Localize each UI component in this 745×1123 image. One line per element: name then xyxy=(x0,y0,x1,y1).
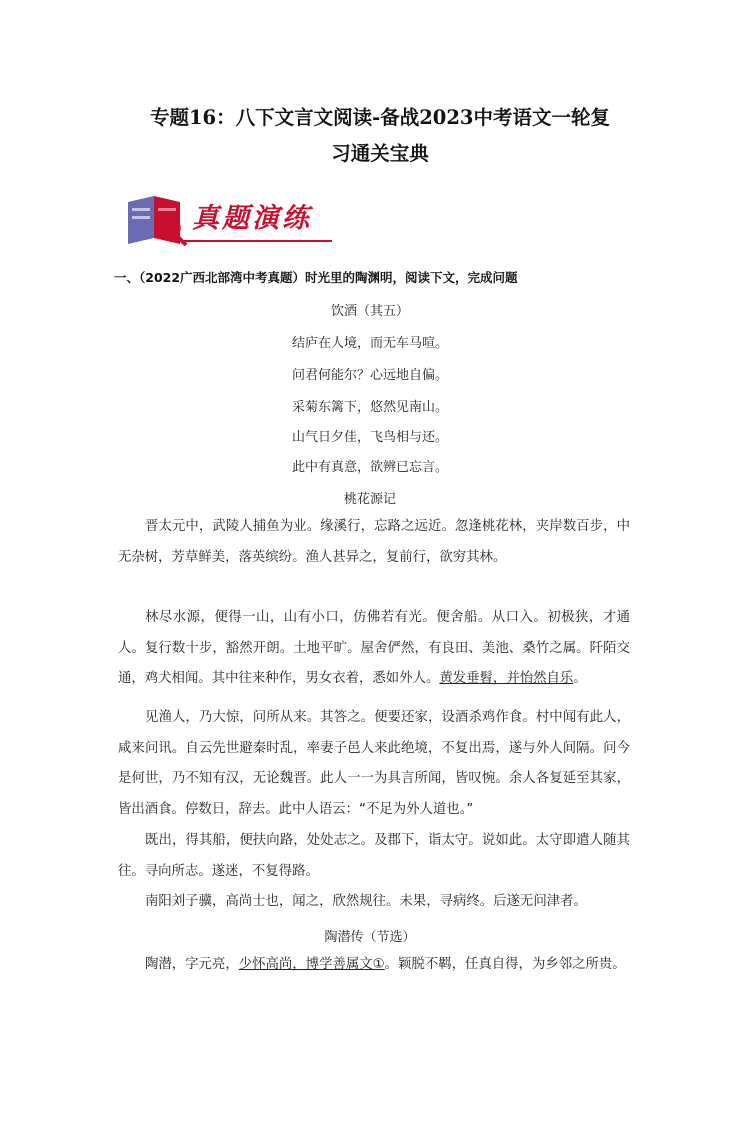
taohua-paragraph-2 xyxy=(118,603,630,695)
taohua-title: 桃花源记 xyxy=(343,492,396,507)
poem-title: 饮酒（其五） xyxy=(330,304,409,319)
paragraph-text: 林尽水源，便得一山，山有小口，仿佛若有光。便舍船。从口入。初极狭，才通人。复行数十步，豁然开朗。土地平旷。屋舍俨然，有良田、美池、桑竹之属。阡陌交通，鸡犬相闻。其中往来种作，男女衣着，悉如外人。 xyxy=(118,610,630,686)
poem-line: 问君何能尔？心远地自偏。 xyxy=(291,368,448,383)
tao-qian-title: 陶潜传（节选） xyxy=(324,930,416,945)
paragraph-text: 。颖脱不羁，任真自得，为乡邻之所贵。 xyxy=(384,957,626,972)
page-title xyxy=(100,100,660,172)
banner-underline xyxy=(184,240,332,242)
title-line-1: 专题16：八下文言文阅读-备战2023中考语文一轮复 xyxy=(149,106,610,129)
taohua-paragraph-3: 见渔人，乃大惊，问所从来。其答之。便要还家，设酒杀鸡作食。村中闻有此人，咸来问讯。自云先世避秦时乱，率妻子邑人来此绝境，不复出焉，遂与外人间隔。问今是何世，乃不知有汉，无论魏晋。此人一一为具言所闻，皆叹惋。余人各复延至其家，皆出酒食。停数日，辞去。此中人语云：“不足为外人道也。” xyxy=(118,710,630,817)
taohua-paragraph-5: 南阳刘子骥，高尚士也，闻之，欣然规往。未果，寻病终。后遂无问津者。 xyxy=(145,894,587,909)
poem-line: 结庐在人境，而无车马喧。 xyxy=(291,336,448,351)
banner-title: 真题演练 xyxy=(192,203,312,234)
title-line-2: 习通关宝典 xyxy=(331,142,429,165)
poem-line: 山气日夕佳，飞鸟相与还。 xyxy=(291,430,448,445)
paragraph-text: 陶潜，字元亮， xyxy=(145,957,239,972)
question-heading: 一、（2022广西北部湾中考真题）时光里的陶渊明，阅读下文，完成问题 xyxy=(114,270,518,285)
paragraph-text: 。 xyxy=(573,671,587,686)
book-magnifier-icon xyxy=(124,192,192,248)
taohua-paragraph-1: 晋太元中，武陵人捕鱼为业。缘溪行，忘路之远近。忽逢桃花林，夹岸数百步，中无杂树，芳草鲜美，落英缤纷。渔人甚异之，复前行，欲穷其林。 xyxy=(118,519,630,565)
section-banner xyxy=(124,192,334,248)
underlined-phrase: 黄发垂髫，并怡然自乐 xyxy=(439,671,574,686)
poem-line: 采菊东篱下，悠然见南山。 xyxy=(291,400,448,415)
poem-line: 此中有真意，欲辨已忘言。 xyxy=(291,460,448,475)
underlined-phrase: 少怀高尚，博学善属文① xyxy=(238,957,385,972)
tao-qian-paragraph xyxy=(118,950,630,981)
taohua-paragraph-4: 既出，得其船，便扶向路，处处志之。及郡下，诣太守。说如此。太守即遣人随其往。寻向所志。遂迷，不复得路。 xyxy=(118,833,630,879)
